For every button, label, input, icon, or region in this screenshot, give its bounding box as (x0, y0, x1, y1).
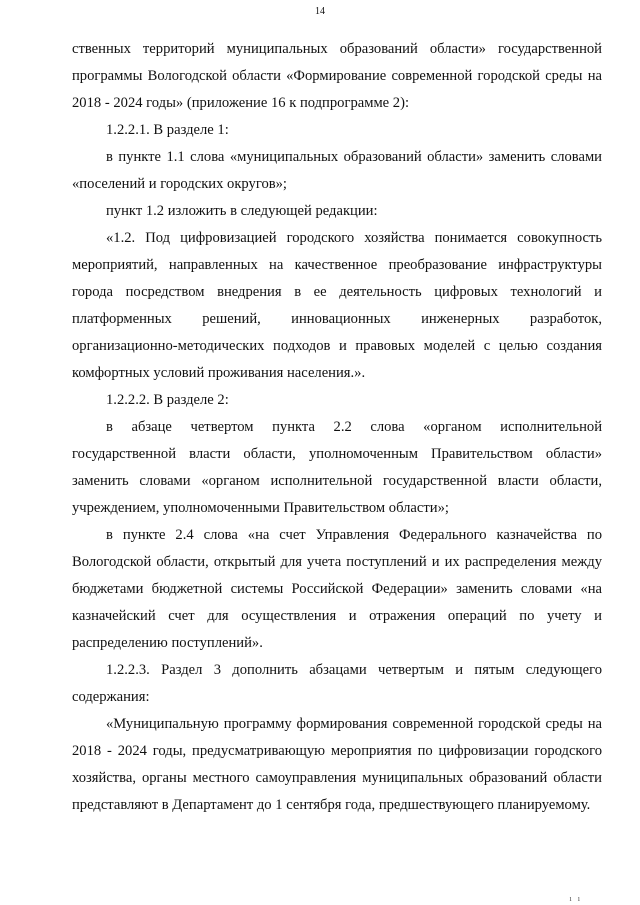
paragraph-point-1-1: в пункте 1.1 слова «муниципальных образований области» заменить словами «поселений и городских округов»; (72, 149, 602, 192)
paragraph-intro-continuation: ственных территорий муниципальных образований области» государственной программы Вологодской области «Формирование современной городской среды на 2018 - 2024 годы» (приложение 16 к подпрограмме 2): (72, 41, 602, 111)
page-number: 14 (315, 6, 325, 17)
paragraph-point-2-4: в пункте 2.4 слова «на счет Управления Федерального казначейства по Вологодской области, открытый для учета поступлений и их распределения между бюджетами бюджетной системы Российской Федерации» заменить словами «на казначейский счет для осуществления и отражения операций по учету и распределению поступлений». (72, 527, 602, 651)
document-body (72, 36, 602, 819)
paragraph-section-1-2-2-1: 1.2.2.1. В разделе 1: (106, 122, 229, 138)
corner-mark: ı ı (569, 894, 582, 903)
paragraph-section-1-2-2-2: 1.2.2.2. В разделе 2: (106, 392, 229, 408)
paragraph-point-1-2-heading: пункт 1.2 изложить в следующей редакции: (106, 203, 378, 219)
paragraph-point-1-2-text: «1.2. Под цифровизацией городского хозяйства понимается совокупность мероприятий, направленных на качественное преобразование инфраструктуры города посредством внедрения в ее деятельность цифровых технологий и платформенных решений, инновационных инженерных разработок, организационно-методических подходов и правовых моделей с целью создания комфортных условий проживания населения.». (72, 230, 602, 381)
paragraph-section-1-2-2-3: 1.2.2.3. Раздел 3 дополнить абзацами четвертым и пятым следующего содержания: (72, 662, 602, 705)
paragraph-municipal-program: «Муниципальную программу формирования современной городской среды на 2018 - 2024 годы, предусматривающую мероприятия по цифровизации городского хозяйства, органы местного самоуправления муниципальных образований области представляют в Департамент до 1 сентября года, предшествующего планируемому. (72, 716, 602, 813)
paragraph-point-2-2: в абзаце четвертом пункта 2.2 слова «органом исполнительной государственной власти области, уполномоченным Правительством области» заменить словами «органом исполнительной государственной власти области, учреждением, уполномоченными Правительством области»; (72, 419, 602, 516)
